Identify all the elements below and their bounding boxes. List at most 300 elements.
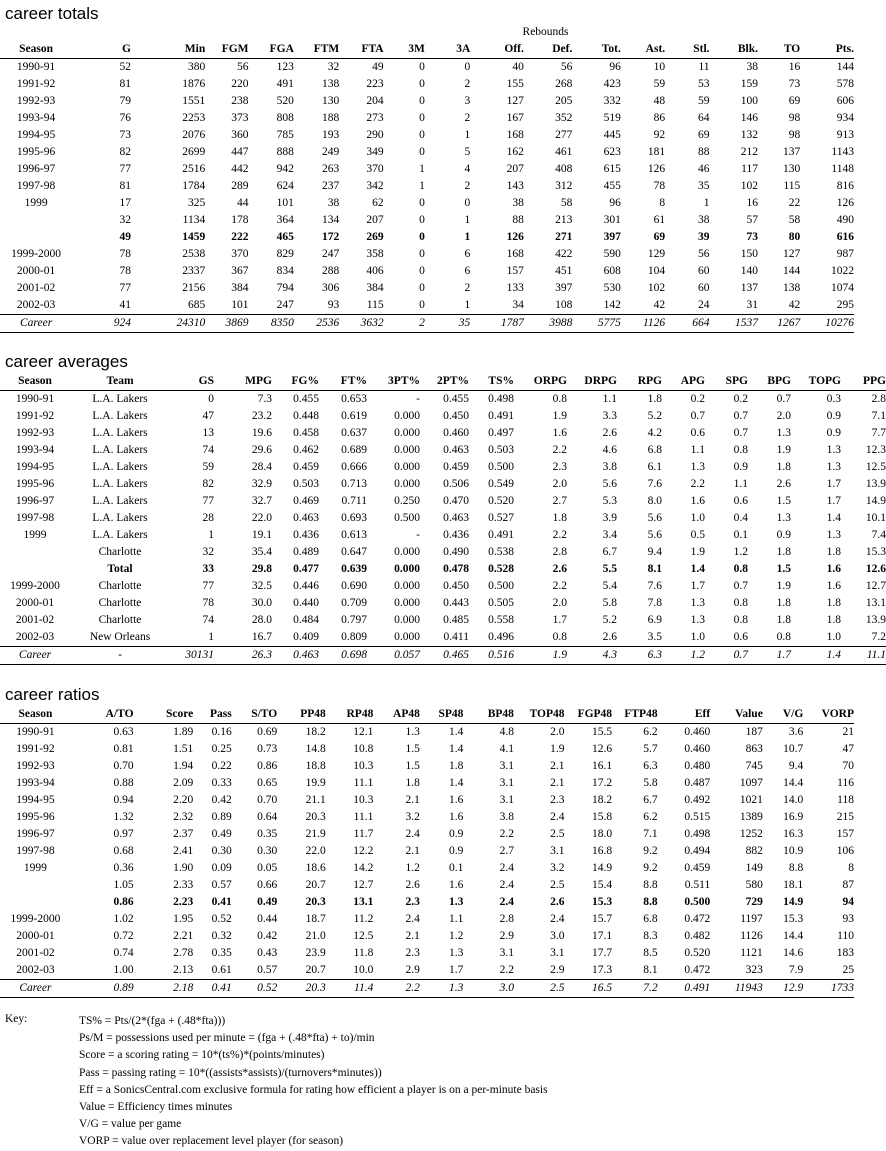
table-cell: 2516	[182, 163, 206, 175]
table-cell: 1.8	[826, 597, 841, 609]
table-cell: 0	[419, 78, 425, 90]
table-cell: -	[70, 647, 170, 665]
table-cell: 41	[119, 299, 131, 311]
table-cell: 0	[419, 282, 425, 294]
table-cell: 8350	[249, 315, 294, 333]
table-row	[0, 595, 886, 612]
table-row	[0, 263, 854, 280]
table-cell: 35	[698, 180, 710, 192]
table-cell: 5.6	[647, 512, 662, 524]
table-cell: 863	[745, 743, 763, 755]
table-cell: 373	[231, 112, 249, 124]
table-cell: 834	[276, 265, 294, 277]
table-cell: 2.4	[550, 913, 565, 925]
table-cell: 2.32	[173, 811, 194, 823]
table-cell: 1	[703, 197, 710, 209]
table-row	[0, 315, 854, 333]
table-cell: 1022	[831, 265, 854, 277]
table-cell: 11.8	[353, 947, 374, 959]
table-cell: 7.9	[788, 964, 804, 976]
table-cell: 0.496	[488, 631, 514, 643]
table-cell: 2.41	[173, 845, 194, 857]
table-cell: 0	[464, 197, 471, 209]
table-cell: 0.000	[394, 444, 420, 456]
totals-header-3m: 3M	[384, 41, 425, 59]
table-cell: 1997-98	[16, 180, 56, 192]
table-cell: 0.7	[733, 427, 748, 439]
table-cell: 6	[464, 265, 471, 277]
table-cell: 2.3	[405, 947, 420, 959]
table-cell: 616	[836, 231, 854, 243]
key-line: VORP = value over replacement level player (for season)	[79, 1135, 344, 1148]
table-cell: 44	[237, 197, 249, 209]
table-cell: 0.42	[257, 930, 278, 942]
table-cell: 0.5	[690, 529, 705, 541]
table-cell: 74	[202, 614, 214, 626]
table-cell: 134	[322, 214, 340, 226]
table-cell: 22.0	[305, 845, 326, 857]
table-cell: 0	[419, 112, 425, 124]
table-cell: 1784	[182, 180, 206, 192]
table-cell: 0.436	[443, 529, 469, 541]
table-cell: 20.3	[305, 896, 326, 908]
totals-header-g: G	[72, 41, 131, 59]
table-cell: 1990-91	[15, 393, 55, 405]
table-cell: 268	[555, 78, 573, 90]
table-cell: 47	[202, 410, 214, 422]
table-cell: 79	[119, 95, 131, 107]
table-cell: 15.3	[783, 913, 804, 925]
table-cell: 2.3	[550, 794, 565, 806]
table-cell: Career	[0, 647, 70, 665]
table-cell: 2.2	[552, 580, 567, 592]
table-cell: 349	[366, 146, 384, 158]
table-cell: 370	[231, 248, 249, 260]
table-cell: 2.9	[550, 964, 565, 976]
table-cell: 12.7	[353, 879, 374, 891]
table-cell: 6.8	[643, 913, 658, 925]
table-cell: 138	[783, 282, 801, 294]
table-cell: 222	[231, 231, 249, 243]
table-cell: 56	[237, 61, 249, 73]
table-cell: 2.4	[550, 811, 565, 823]
table-cell: 1.4	[448, 777, 464, 789]
table-cell: 20.7	[305, 964, 326, 976]
table-row	[0, 425, 886, 442]
table-cell: 1.3	[690, 614, 705, 626]
table-cell	[0, 561, 70, 578]
ratios-header-pass: Pass	[193, 706, 231, 724]
table-cell: 3.0	[550, 930, 565, 942]
table-cell: 0.448	[293, 410, 319, 422]
table-cell	[0, 894, 71, 911]
table-cell: 96	[609, 197, 621, 209]
table-row	[0, 510, 886, 527]
table-row	[0, 894, 854, 911]
table-cell: 1994-95	[16, 129, 56, 141]
table-cell: 1991-92	[15, 410, 55, 422]
averages-header-2pt: 2PT%	[420, 373, 469, 391]
table-cell: 263	[322, 163, 340, 175]
table-cell: 0.527	[488, 512, 514, 524]
table-cell: 18.2	[591, 794, 613, 806]
table-cell: 342	[366, 180, 384, 192]
table-cell: 49	[119, 231, 131, 243]
table-cell: 3.6	[788, 726, 804, 738]
table-cell: 0.7	[776, 393, 791, 405]
table-cell: 0.7	[733, 410, 748, 422]
table-cell: 3.9	[602, 512, 617, 524]
table-cell: 0.477	[293, 563, 319, 575]
table-cell: 0.22	[211, 760, 232, 772]
table-cell: 7.2	[612, 980, 658, 998]
table-cell: 60	[698, 265, 710, 277]
table-row	[0, 561, 886, 578]
totals-body	[0, 59, 854, 333]
table-row	[0, 578, 886, 595]
table-cell: 1.7	[690, 580, 705, 592]
table-cell: 0.9	[448, 845, 464, 857]
table-cell: 0.30	[257, 845, 278, 857]
table-cell: L.A. Lakers	[92, 529, 148, 541]
table-cell: 1	[419, 180, 425, 192]
table-cell: Charlotte	[98, 614, 142, 626]
table-cell: 0.000	[394, 546, 420, 558]
table-cell: 19.1	[251, 529, 272, 541]
table-cell: 2.6	[405, 879, 420, 891]
table-row	[0, 212, 854, 229]
table-cell: 81	[119, 180, 131, 192]
ratios-header-vorp: VORP	[803, 706, 854, 724]
table-cell: 0.8	[733, 597, 748, 609]
table-cell: 14.4	[783, 777, 804, 789]
table-cell: 1126	[621, 315, 665, 333]
table-cell	[0, 229, 72, 246]
table-cell: 5.6	[602, 478, 617, 490]
table-cell: 1.6	[690, 495, 705, 507]
table-cell: 323	[745, 964, 763, 976]
table-cell: 1994-95	[15, 461, 55, 473]
averages-header-mpg: MPG	[214, 373, 272, 391]
table-cell: 0.05	[257, 862, 278, 874]
table-cell: 157	[506, 265, 524, 277]
table-cell: 0.74	[113, 947, 134, 959]
table-cell: 0.97	[113, 828, 134, 840]
table-cell: 35	[425, 315, 470, 333]
table-cell: 0.57	[211, 879, 232, 891]
table-cell: 102	[647, 282, 666, 294]
key-line: Ps/M = possessions used per minute = (fga + (.48*fta) + to)/min	[79, 1032, 375, 1045]
table-cell: 0.465	[420, 647, 469, 665]
table-cell: 0	[208, 393, 214, 405]
table-cell: 58	[788, 214, 801, 226]
table-cell: 913	[836, 129, 854, 141]
ratios-header-pp48: PP48	[277, 706, 326, 724]
table-cell: 11.1	[353, 811, 374, 823]
table-cell: 408	[555, 163, 573, 175]
table-cell: 1.6	[448, 811, 464, 823]
table-cell: 1	[419, 163, 425, 175]
table-cell: 20.7	[305, 879, 326, 891]
table-cell: L.A. Lakers	[92, 512, 148, 524]
ratios-header-rp48: RP48	[326, 706, 374, 724]
table-cell: 59	[202, 461, 214, 473]
table-cell: 2	[464, 78, 471, 90]
table-cell: 81	[119, 78, 131, 90]
table-cell: 3.1	[499, 777, 514, 789]
table-cell: 1.00	[113, 964, 134, 976]
table-cell: 1	[208, 631, 214, 643]
table-cell: 1389	[739, 811, 763, 823]
table-cell: 2.18	[134, 980, 194, 998]
table-cell: 2.0	[552, 478, 567, 490]
table-cell: 2.37	[173, 828, 194, 840]
table-cell: 0.4	[733, 512, 748, 524]
table-cell: 384	[231, 282, 249, 294]
table-cell: 0.7	[690, 410, 705, 422]
table-cell: 2253	[182, 112, 206, 124]
table-cell: 93	[327, 299, 340, 311]
table-cell: 0.16	[211, 726, 232, 738]
table-cell: 1.3	[420, 980, 464, 998]
key-line: Pass = passing rating = 10*((assists*assists)/(turnovers*minutes))	[79, 1066, 382, 1079]
table-cell: 623	[603, 146, 621, 158]
table-cell: 30.0	[251, 597, 272, 609]
table-cell: 20.3	[305, 811, 326, 823]
table-cell: 0.462	[293, 444, 319, 456]
table-cell: 0.520	[684, 947, 711, 959]
table-cell: 0.9	[733, 461, 748, 473]
table-cell: 455	[603, 180, 621, 192]
table-cell: 0.000	[394, 631, 420, 643]
table-cell: 69	[788, 95, 801, 107]
table-cell: 1.5	[405, 743, 420, 755]
table-cell: 2.8	[499, 913, 514, 925]
table-cell: 0.463	[443, 512, 469, 524]
table-cell: 5	[464, 146, 471, 158]
table-cell: 1.3	[448, 896, 464, 908]
table-cell: 7.2	[871, 631, 886, 643]
table-cell: 38	[512, 197, 524, 209]
table-cell: 1996-97	[15, 495, 55, 507]
table-cell: 0.25	[211, 743, 232, 755]
table-cell: 0.500	[684, 896, 711, 908]
table-cell: 5.8	[602, 597, 617, 609]
table-cell: 86	[653, 112, 666, 124]
table-cell: 0.491	[488, 529, 514, 541]
table-cell: 1.4	[791, 647, 841, 665]
table-cell: 207	[506, 163, 524, 175]
table-cell: 162	[506, 146, 524, 158]
table-cell: 1	[464, 231, 471, 243]
table-cell: 1997-98	[16, 845, 55, 857]
table-cell: 5775	[572, 315, 620, 333]
table-cell: 608	[603, 265, 621, 277]
table-cell: 4.3	[567, 647, 617, 665]
table-cell: 2.1	[405, 930, 420, 942]
table-cell: 0.64	[257, 811, 278, 823]
table-cell: 11.1	[353, 777, 374, 789]
averages-header-ts: TS%	[469, 373, 514, 391]
table-cell: 0.459	[443, 461, 469, 473]
table-cell: 1.0	[826, 631, 841, 643]
table-cell: 1121	[740, 947, 763, 959]
table-cell: 7.3	[257, 393, 272, 405]
table-cell: 15.3	[591, 896, 613, 908]
table-cell: 1.6	[448, 879, 464, 891]
table-cell: 0.000	[394, 597, 420, 609]
table-cell: 42	[653, 299, 666, 311]
table-cell: 28.0	[251, 614, 272, 626]
table-cell: 1.7	[748, 647, 791, 665]
table-cell: 0.480	[684, 760, 711, 772]
table-cell: 312	[555, 180, 573, 192]
table-cell: 1.6	[826, 580, 841, 592]
table-row	[0, 297, 854, 315]
table-cell: 70	[842, 760, 854, 772]
table-cell: 0.41	[193, 980, 231, 998]
table-cell: 2.6	[602, 427, 617, 439]
table-cell: 987	[836, 248, 854, 260]
table-cell: 0.469	[293, 495, 319, 507]
table-cell: L.A. Lakers	[92, 410, 148, 422]
table-cell: 102	[740, 180, 758, 192]
table-cell: 29.8	[251, 563, 272, 575]
table-cell: 10.1	[865, 512, 886, 524]
table-cell: 1.7	[826, 478, 841, 490]
table-cell: 1.3	[690, 461, 705, 473]
table-cell: 422	[555, 248, 573, 260]
table-cell: 223	[366, 78, 384, 90]
table-cell: 1.4	[448, 743, 464, 755]
table-cell: 1.1	[448, 913, 464, 925]
table-cell: 11.1	[841, 647, 886, 665]
totals-header-row	[0, 41, 854, 59]
table-cell: Career	[0, 980, 71, 998]
table-cell: New Orleans	[89, 631, 151, 643]
table-cell: 10.3	[353, 760, 374, 772]
table-cell: 0.498	[684, 828, 711, 840]
key-line: Value = Efficiency times minutes	[79, 1100, 233, 1113]
table-row	[0, 459, 886, 476]
table-cell: 2.1	[550, 777, 565, 789]
table-cell: 352	[555, 112, 573, 124]
table-cell: 3.1	[499, 947, 514, 959]
table-cell: 32.9	[251, 478, 272, 490]
table-cell: 2.7	[499, 845, 514, 857]
table-cell: 167	[506, 112, 524, 124]
table-cell: 101	[231, 299, 249, 311]
table-cell: 0.36	[113, 862, 134, 874]
table-cell: 0.409	[293, 631, 319, 643]
table-cell: 1551	[182, 95, 206, 107]
table-cell: 2.3	[552, 461, 567, 473]
table-cell: 0.6	[733, 631, 748, 643]
table-cell: 1	[464, 129, 471, 141]
table-cell: 0.1	[448, 862, 464, 874]
table-cell: 8.8	[643, 879, 658, 891]
table-cell: 1995-96	[16, 146, 56, 158]
table-cell: 4.8	[499, 726, 514, 738]
table-cell: 2.0	[550, 726, 565, 738]
table-cell: 0.8	[776, 631, 791, 643]
table-cell: 5.8	[643, 777, 658, 789]
table-cell: 5.5	[602, 563, 617, 575]
table-cell: 215	[836, 811, 854, 823]
table-cell: 3	[464, 95, 471, 107]
table-cell: 0.7	[705, 647, 748, 665]
table-cell: 2.8	[871, 393, 886, 405]
table-cell: 2.1	[405, 794, 420, 806]
table-cell: 0.455	[293, 393, 319, 405]
table-cell: 0.520	[488, 495, 514, 507]
table-cell: 1.8	[776, 461, 791, 473]
table-cell: 0.490	[443, 546, 469, 558]
averages-header-team: Team	[70, 373, 170, 391]
table-cell: 0	[419, 95, 425, 107]
table-cell: 0.647	[341, 546, 367, 558]
table-cell	[0, 212, 72, 229]
table-row	[0, 758, 854, 775]
table-cell: 8.3	[643, 930, 658, 942]
table-cell: 0.491	[658, 980, 711, 998]
table-cell: 22	[788, 197, 801, 209]
table-cell: 2.2	[499, 828, 514, 840]
table-cell: 204	[366, 95, 384, 107]
table-cell: 2.13	[173, 964, 194, 976]
averages-header-rpg: RPG	[617, 373, 662, 391]
table-cell: 4.6	[602, 444, 617, 456]
table-cell: 24310	[131, 315, 205, 333]
table-cell: 2.6	[550, 896, 565, 908]
table-cell: 31	[746, 299, 758, 311]
table-row	[0, 195, 854, 212]
table-cell: 290	[366, 129, 384, 141]
table-row	[0, 612, 886, 629]
averages-header-fg: FG%	[272, 373, 319, 391]
table-cell: 2000-01	[16, 265, 56, 277]
table-cell: 0.250	[394, 495, 420, 507]
table-cell: 2001-02	[16, 947, 55, 959]
ratios-header-eff: Eff	[658, 706, 711, 724]
table-cell: 0.411	[443, 631, 469, 643]
table-cell: 2.2	[373, 980, 420, 998]
table-cell: 13.9	[865, 614, 886, 626]
table-cell: 205	[555, 95, 573, 107]
table-cell: 882	[745, 845, 763, 857]
table-cell: 0.450	[443, 410, 469, 422]
table-cell: 26.3	[214, 647, 272, 665]
table-cell: 1995-96	[15, 478, 55, 490]
table-cell: 14.9	[865, 495, 886, 507]
table-cell: 0.9	[448, 828, 464, 840]
table-cell: 159	[740, 78, 758, 90]
table-row	[0, 476, 886, 493]
table-cell: 30131	[170, 647, 214, 665]
table-cell: 7.1	[871, 410, 886, 422]
table-row	[0, 246, 854, 263]
table-cell: L.A. Lakers	[92, 461, 148, 473]
table-cell: 1997-98	[15, 512, 55, 524]
table-cell: 1.0	[690, 512, 705, 524]
table-cell: 157	[836, 828, 854, 840]
table-cell: 745	[745, 760, 763, 772]
table-cell: 16.7	[251, 631, 272, 643]
table-cell: 15.7	[591, 913, 613, 925]
table-cell: 325	[187, 197, 206, 209]
table-cell: 137	[783, 146, 801, 158]
table-cell: 76	[119, 112, 131, 124]
